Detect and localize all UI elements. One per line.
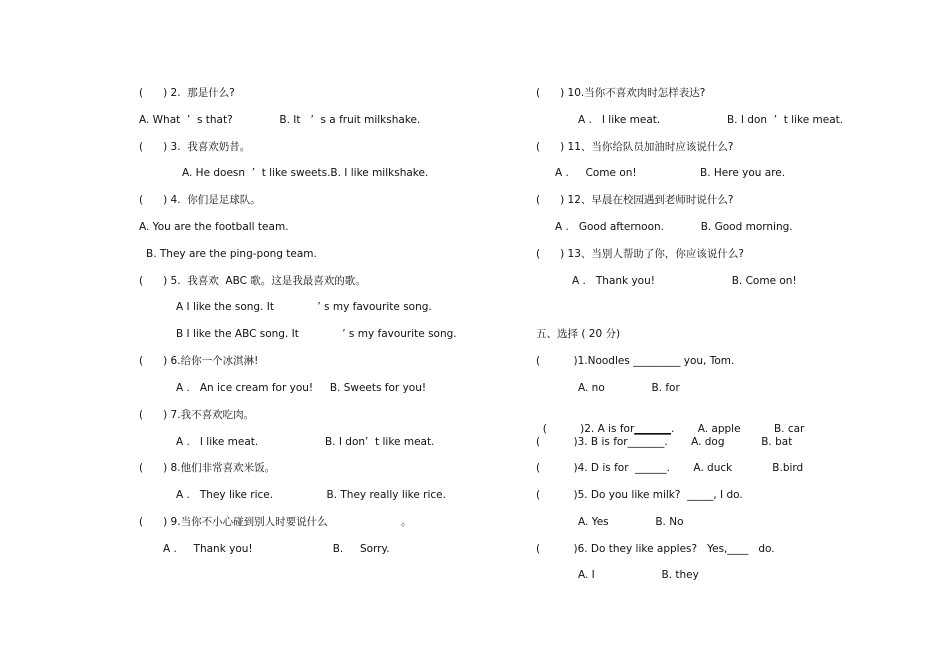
choice-5-options: A. Yes B. No <box>578 516 684 528</box>
q5-option-b: B I like the ABC song. It ’ s my favourite song. <box>176 328 457 340</box>
q8-stem: ( ) 8.他们非常喜欢米饭。 <box>139 462 276 474</box>
q6-stem: ( ) 6.给你一个冰淇淋! <box>139 355 259 367</box>
q13-options: A . Thank you! B. Come on! <box>572 275 797 287</box>
choice-2-stem <box>536 408 804 436</box>
choice-6-stem: ( )6. Do they like apples? Yes,____ do. <box>536 543 775 555</box>
q2-options: A. What ’ s that? B. It ’ s a fruit milkshake. <box>139 114 421 126</box>
choice-1-stem: ( )1.Noodles _________ you, Tom. <box>536 355 735 367</box>
choice-5-stem: ( )5. Do you like milk? _____, I do. <box>536 489 743 501</box>
section-title: 五、选择 ( 20 分) <box>536 328 621 340</box>
q3-stem: ( ) 3. 我喜欢奶昔。 <box>139 141 251 153</box>
q12-stem: ( ) 12、早晨在校园遇到老师时说什么? <box>536 194 734 206</box>
q10-options: A . I like meat. B. I don ’ t like meat. <box>578 114 844 126</box>
q9-options: A . Thank you! B. Sorry. <box>163 543 390 555</box>
choice-4-stem: ( )4. D is for ______. A. duck B.bird <box>536 462 804 474</box>
q6-options: A . An ice cream for you! B. Sweets for you! <box>176 382 427 394</box>
q4-option-a: A. You are the football team. <box>139 221 289 233</box>
q8-options: A . They like rice. B. They really like rice. <box>176 489 446 501</box>
choice-2-prefix: ( )2. A is for <box>542 423 635 435</box>
q4-option-b: B. They are the ping-pong team. <box>146 248 317 260</box>
q11-options: A . Come on! B. Here you are. <box>555 167 786 179</box>
q5-stem: ( ) 5. 我喜欢 ABC 歌。这是我最喜欢的歌。 <box>139 275 366 287</box>
q3-options: A. He doesn ’ t like sweets.B. I like milkshake. <box>182 167 429 179</box>
choice-2-options: . A. apple B. car <box>671 423 805 435</box>
q12-options: A . Good afternoon. B. Good morning. <box>555 221 793 233</box>
choice-6-options: A. I B. they <box>578 569 699 581</box>
q10-stem: ( ) 10.当你不喜欢肉时怎样表达? <box>536 87 706 99</box>
q2-stem: ( ) 2. 那是什么? <box>139 87 235 99</box>
q7-stem: ( ) 7.我不喜欢吃肉。 <box>139 409 255 421</box>
q13-stem: ( ) 13、当别人帮助了你，你应该说什么? <box>536 248 744 260</box>
q5-option-a: A I like the song. It ’ s my favourite song. <box>176 301 432 313</box>
q11-stem: ( ) 11、当你给队员加油时应该说什么? <box>536 141 734 153</box>
choice-1-options: A. no B. for <box>578 382 680 394</box>
q4-stem: ( ) 4. 你们是足球队。 <box>139 194 261 206</box>
q9-stem: ( ) 9.当你不小心碰到别人时要说什么 。 <box>139 516 412 528</box>
choice-3-stem: ( )3. B is for_______. A. dog B. bat <box>536 436 793 448</box>
q7-options: A . I like meat. B. I don’ t like meat. <box>176 436 435 448</box>
choice-2-blank: _______ <box>634 423 672 435</box>
